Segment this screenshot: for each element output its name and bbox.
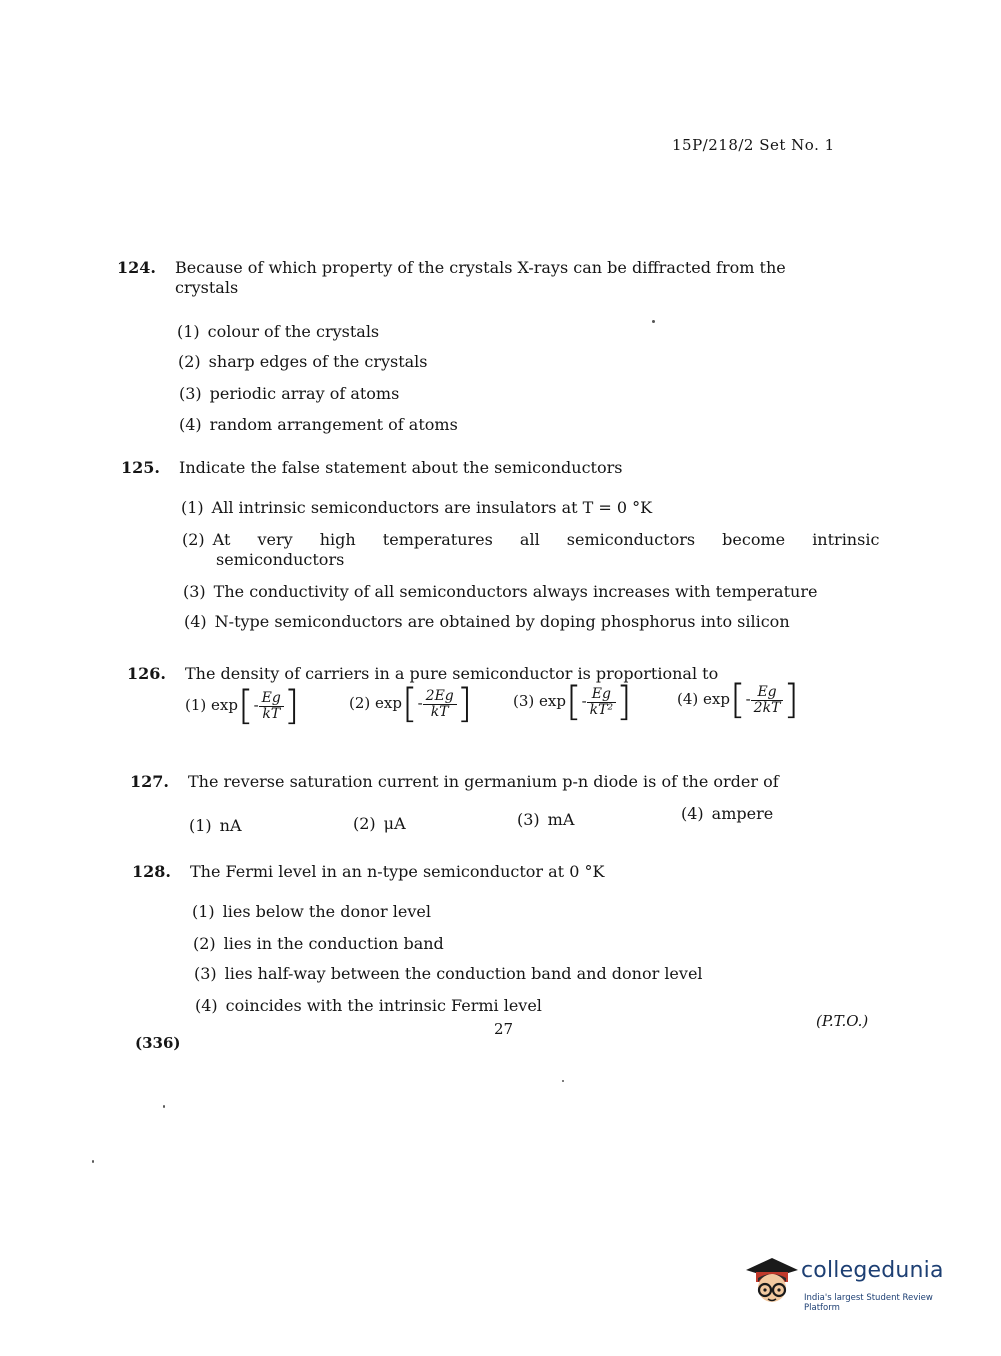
option-text: sharp edges of the crystals (208, 352, 428, 371)
option-number: (2) (349, 694, 371, 712)
question-text: The Fermi level in an n-type semiconductor at 0 °K (190, 862, 605, 881)
question-number: 124. (117, 258, 156, 277)
question-number: 128. (132, 862, 171, 881)
option-function: exp (211, 696, 238, 714)
option-number: (3) (194, 964, 217, 983)
scan-speck (562, 1080, 564, 1082)
option-number: (4) (677, 690, 699, 708)
pto-label: (P.T.O.) (816, 1012, 869, 1030)
option (182, 530, 880, 570)
option-exp-2 (349, 681, 473, 727)
right-bracket-icon: ] (283, 683, 300, 729)
option-exp-4 (677, 677, 800, 723)
right-bracket-icon: ] (456, 681, 473, 727)
option-text-continued: semiconductors (216, 550, 345, 569)
option-text: random arrangement of atoms (209, 415, 458, 434)
option-number: (2) (182, 530, 205, 549)
question-text-line: Because of which property of the crystals X-rays can be diffracted from the (175, 258, 786, 277)
option (353, 814, 406, 834)
option-text: mA (547, 810, 575, 829)
paper-code: 15P/218/2 Set No. 1 (672, 136, 835, 154)
option-number: (3) (517, 810, 540, 829)
option-text: ampere (711, 804, 774, 823)
option-text: lies in the conduction band (223, 934, 444, 953)
left-bracket-icon: [ (401, 681, 418, 727)
option (183, 582, 817, 602)
fraction (751, 685, 784, 716)
option-number: (2) (193, 934, 216, 953)
option (189, 816, 242, 836)
option-text: μA (383, 814, 406, 833)
question-text: Indicate the false statement about the semiconductors (179, 458, 623, 477)
question-number: 126. (127, 664, 166, 683)
left-bracket-icon: [ (729, 677, 746, 723)
question-text-line: crystals (175, 278, 239, 297)
mascot-icon (742, 1252, 802, 1312)
option-number: (4) (179, 415, 202, 434)
scan-speck (92, 1160, 94, 1163)
logo-tagline: India's largest Student Review Platform (804, 1293, 933, 1313)
booklet-code: (336) (135, 1034, 181, 1052)
option-text: All intrinsic semiconductors are insulators at T = 0 °K (211, 498, 653, 517)
option-text: At very high temperatures all semiconductors become intrinsic (212, 530, 880, 549)
option (177, 322, 379, 342)
option-sign: - (253, 696, 259, 714)
option-number: (4) (681, 804, 704, 823)
fraction-denominator: kT (430, 703, 449, 720)
option (517, 810, 574, 830)
option-text: The conductivity of all semiconductors always increases with temperature (213, 582, 818, 601)
option-number: (4) (195, 996, 218, 1015)
question-125 (121, 458, 881, 638)
fraction-denominator: 2kT (753, 699, 781, 716)
left-bracket-icon: [ (565, 679, 582, 725)
collegedunia-logo (742, 1252, 968, 1312)
fraction-numerator: Eg (587, 687, 616, 703)
option-function: exp (703, 690, 730, 708)
option (193, 934, 444, 954)
question-text: The reverse saturation current in germanium p-n diode is of the order of (188, 772, 779, 791)
scan-speck (163, 1105, 165, 1108)
fraction (259, 691, 284, 722)
option-number: (1) (192, 902, 215, 921)
question-128 (132, 862, 882, 1022)
option-exp-1 (185, 683, 300, 729)
option (681, 804, 773, 824)
fraction-numerator: 2Eg (423, 689, 457, 705)
option-text: N-type semiconductors are obtained by doping phosphorus into silicon (214, 612, 790, 631)
question-127 (130, 772, 880, 842)
scan-speck (652, 320, 655, 323)
option (178, 352, 428, 372)
option-number: (3) (183, 582, 206, 601)
fraction (587, 687, 616, 718)
question-text: The density of carriers in a pure semiconductor is proportional to (185, 664, 719, 683)
option-text: coincides with the intrinsic Fermi level (225, 996, 542, 1015)
page-number: 27 (494, 1020, 514, 1038)
option (184, 612, 790, 632)
question-text (175, 258, 855, 298)
option-number: (3) (179, 384, 202, 403)
question-124 (117, 258, 877, 438)
fraction-denominator: kT (262, 705, 281, 722)
question-number: 127. (130, 772, 169, 791)
option-number: (1) (185, 696, 207, 714)
fraction-numerator: Eg (751, 685, 784, 701)
option-function: exp (375, 694, 402, 712)
option-function: exp (539, 692, 566, 710)
option-sign: - (417, 694, 423, 712)
right-bracket-icon: ] (783, 677, 800, 723)
option-number: (2) (353, 814, 376, 833)
left-bracket-icon: [ (237, 683, 254, 729)
option (179, 384, 399, 404)
question-126 (127, 664, 877, 754)
option-sign: - (745, 690, 751, 708)
fraction (423, 689, 457, 720)
option-exp-3 (513, 679, 632, 725)
option-number: (1) (177, 322, 200, 341)
option-sign: - (581, 692, 587, 710)
logo-wordmark: collegedunia (801, 1258, 944, 1283)
option (194, 964, 703, 984)
option (179, 415, 458, 435)
option (195, 996, 542, 1016)
option-number: (1) (189, 816, 212, 835)
fraction-numerator: Eg (259, 691, 284, 707)
option-number: (4) (184, 612, 207, 631)
option-number: (2) (178, 352, 201, 371)
option-text: periodic array of atoms (209, 384, 400, 403)
option-text: lies below the donor level (222, 902, 431, 921)
option-text: nA (219, 816, 242, 835)
fraction-denominator: kT² (589, 701, 614, 718)
option-number: (3) (513, 692, 535, 710)
option (181, 498, 652, 518)
option (192, 902, 431, 922)
option-text: lies half-way between the conduction band and donor level (224, 964, 703, 983)
question-number: 125. (121, 458, 160, 477)
option-number: (1) (181, 498, 204, 517)
option-text: colour of the crystals (207, 322, 380, 341)
right-bracket-icon: ] (616, 679, 632, 725)
